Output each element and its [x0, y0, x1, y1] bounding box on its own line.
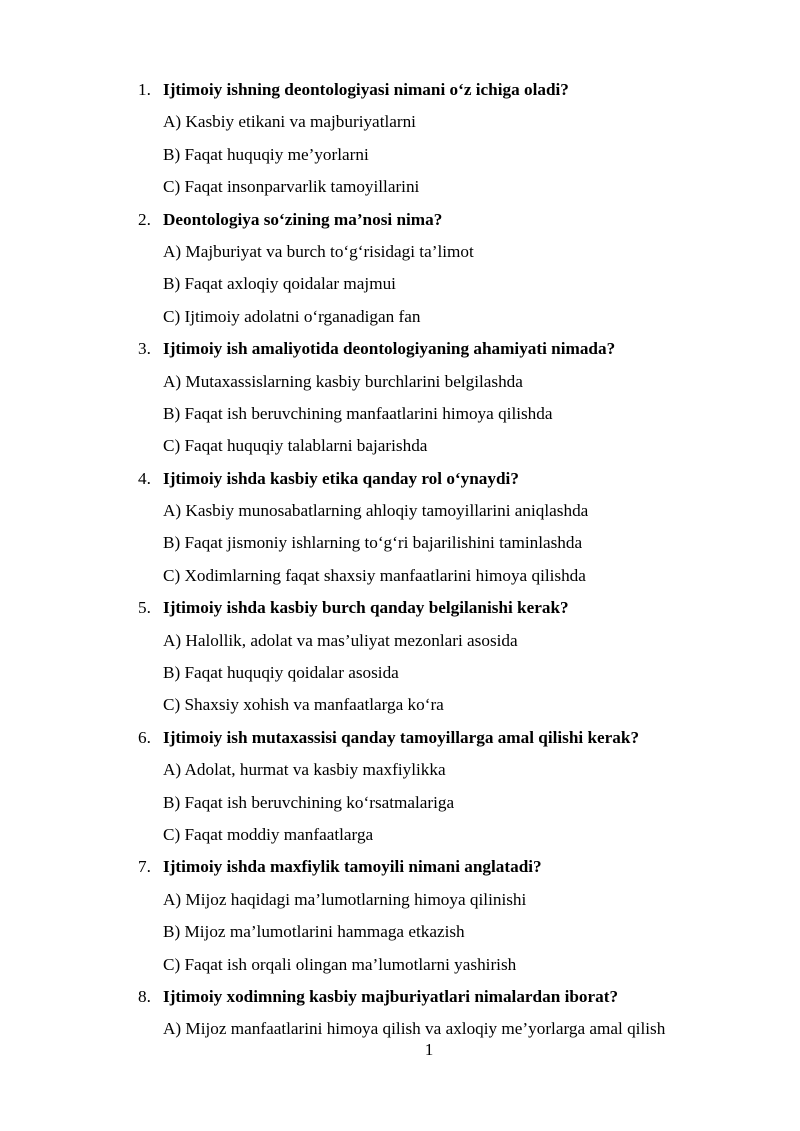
question-text: Deontologiya so‘zining ma’nosi nima?: [163, 209, 443, 229]
answer-option: B) Faqat axloqiy qoidalar majmui: [163, 274, 396, 294]
question-number: 5.: [138, 598, 151, 618]
answer-option: B) Faqat huquqiy me’yorlarni: [163, 144, 369, 164]
answer-option: A) Kasbiy munosabatlarning ahloqiy tamoyillarini aniqlashda: [163, 501, 589, 521]
question-item: [138, 851, 758, 981]
question-number: 7.: [138, 857, 151, 877]
answer-option: C) Shaxsiy xohish va manfaatlarga ko‘ra: [163, 695, 444, 715]
answer-option: A) Mutaxassislarning kasbiy burchlarini belgilashda: [163, 371, 523, 391]
question-number: 8.: [138, 986, 151, 1006]
answer-option: C) Faqat insonparvarlik tamoyillarini: [163, 177, 420, 197]
question-item: [138, 333, 758, 463]
answer-option: A) Halollik, adolat va mas’uliyat mezonlari asosida: [163, 630, 518, 650]
question-line: [138, 333, 758, 365]
answer-option: B) Faqat ish beruvchining ko‘rsatmalariga: [163, 792, 455, 812]
question-line: [138, 463, 758, 495]
answer-option: A) Adolat, hurmat va kasbiy maxfiylikka: [163, 760, 446, 780]
question-text: Ijtimoiy ishda kasbiy burch qanday belgilanishi kerak?: [163, 598, 569, 618]
question-line: [138, 722, 758, 754]
answer-option: B) Faqat ish beruvchining manfaatlarini himoya qilishda: [163, 403, 553, 423]
answer-option: B) Faqat huquqiy qoidalar asosida: [163, 663, 399, 683]
question-item: [138, 981, 758, 1046]
question-line: [138, 74, 758, 106]
question-text: Ijtimoiy ishda kasbiy etika qanday rol o‘ynaydi?: [163, 468, 519, 488]
answer-option: C) Faqat ish orqali olingan ma’lumotlarni yashirish: [163, 954, 517, 974]
question-item: [138, 722, 758, 852]
question-number: 6.: [138, 727, 151, 747]
answer-option: A) Mijoz haqidagi ma’lumotlarning himoya qilinishi: [163, 889, 527, 909]
question-text: Ijtimoiy ish mutaxassisi qanday tamoyillarga amal qilishi kerak?: [163, 727, 640, 747]
question-line: [138, 204, 758, 236]
question-line: [138, 851, 758, 883]
question-text: Ijtimoiy ishda maxfiylik tamoyili nimani anglatadi?: [163, 857, 542, 877]
question-text: Ijtimoiy ishning deontologiyasi nimani o‘z ichiga oladi?: [163, 80, 569, 99]
answer-option: C) Faqat moddiy manfaatlarga: [163, 824, 374, 844]
page-number: 1: [424, 1040, 434, 1059]
question-number: 4.: [138, 468, 151, 488]
question-text: Ijtimoiy ish amaliyotida deontologiyaning ahamiyati nimada?: [163, 339, 616, 359]
answer-option: B) Mijoz ma’lumotlarini hammaga etkazish: [163, 922, 465, 942]
question-number: 3.: [138, 339, 151, 359]
question-line: [138, 592, 758, 624]
answer-option: A) Mijoz manfaatlarini himoya qilish va axloqiy me’yorlarga amal qilish: [163, 1019, 666, 1039]
answer-option: C) Faqat huquqiy talablarni bajarishda: [163, 436, 428, 456]
question-item: [138, 74, 758, 204]
question-number: 2.: [138, 209, 151, 229]
question-item: [138, 592, 758, 722]
answer-option: A) Kasbiy etikani va majburiyatlarni: [163, 112, 416, 132]
question-item: [138, 463, 758, 593]
question-list: [138, 74, 758, 1046]
answer-option: B) Faqat jismoniy ishlarning to‘g‘ri bajarilishini taminlashda: [163, 533, 583, 553]
question-number: 1.: [138, 80, 151, 99]
question-text: Ijtimoiy xodimning kasbiy majburiyatlari nimalardan iborat?: [163, 986, 619, 1006]
question-item: [138, 204, 758, 334]
answer-option: C) Ijtimoiy adolatni o‘rganadigan fan: [163, 306, 421, 326]
question-line: [138, 981, 758, 1013]
answer-option: C) Xodimlarning faqat shaxsiy manfaatlarini himoya qilishda: [163, 565, 586, 585]
answer-option: A) Majburiyat va burch to‘g‘risidagi ta’limot: [163, 241, 474, 261]
